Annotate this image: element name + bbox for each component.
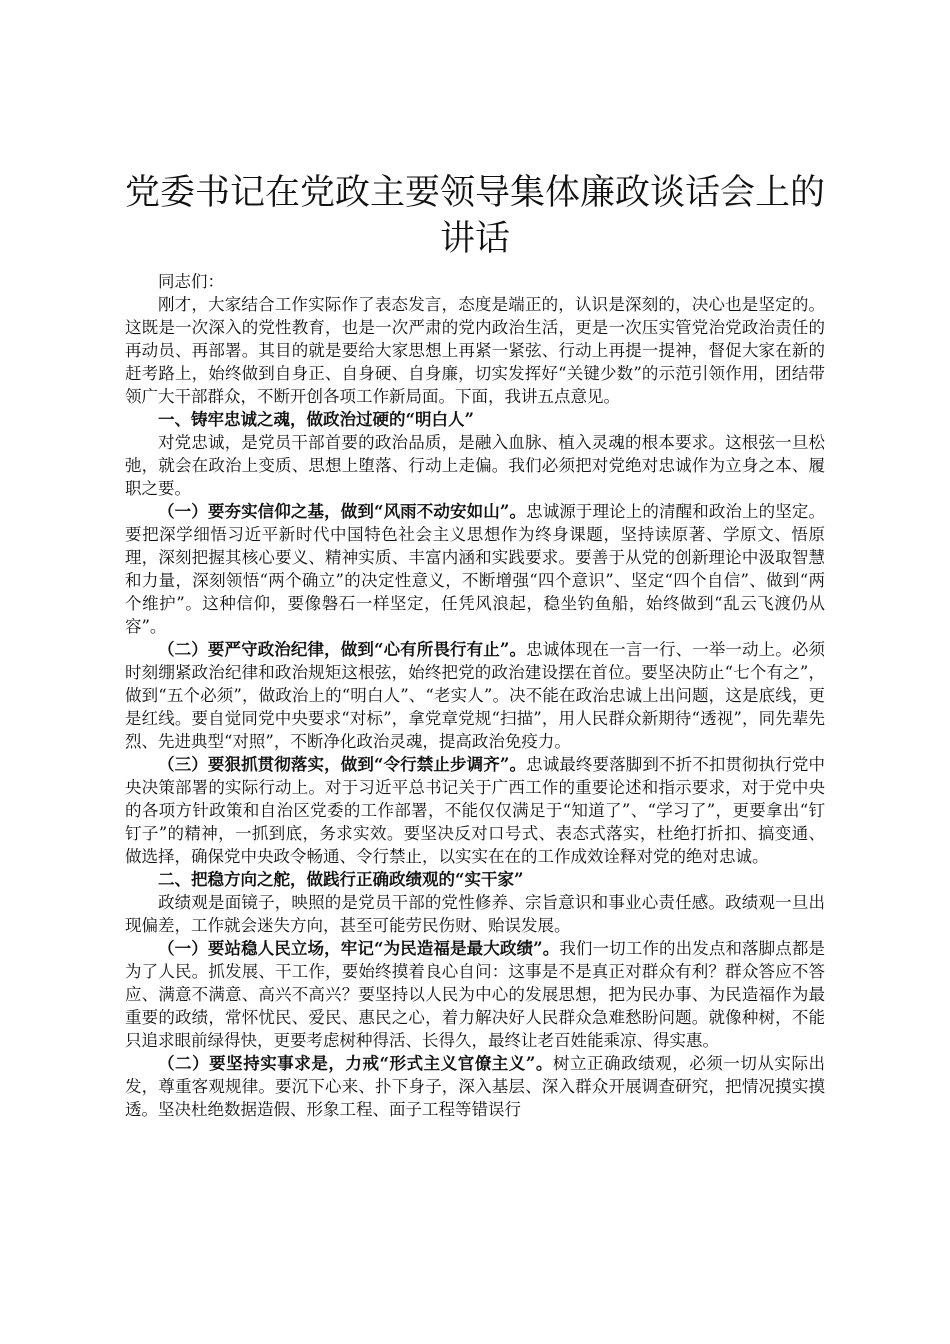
section-2-item-2-text: 树立正确政绩观，必须一切从实际出发，尊重客观规律。要沉下心来、扑下身子，深入基层、深入群众开展调查研究，把情况摸实摸透。坚决杜绝数据造假、形象工程、面子工程等错误行 <box>125 1054 826 1119</box>
section-1-item-3-text: 忠诚最终要落脚到不折不扣贯彻执行党中央决策部署的实际行动上。对于习近平总书记关于广西工作的重要论述和指示要求，对于党中央的各项方针政策和自治区党委的工作部署，不能仅仅满足于“知道了”、“学习了”，更要拿出“钉钉子”的精神，一抓到底，务求实效。要坚决反对口号式、表态式落实，杜绝打折扣、搞变通、做选择，确保党中央政令畅通、令行禁止，以实实在在的工作成效诠释对党的绝对忠诚。 <box>125 755 825 866</box>
section-2-body: 政绩观是面镜子，映照的是党员干部的党性修养、宗旨意识和事业心责任感。政绩观一旦出现偏差，工作就会迷失方向，甚至可能劳民伤财、贻误发展。 <box>125 893 825 935</box>
section-1-item-1 <box>125 500 825 638</box>
section-1-body: 对党忠诚，是党员干部首要的政治品质，是融入血脉、植入灵魂的根本要求。这根弦一旦松弛，就会在政治上变质、思想上堕落、行动上走偏。我们必须把对党绝对忠诚作为立身之本、履职之要。 <box>125 433 825 498</box>
document-page <box>125 170 825 1121</box>
section-2-item-1-lead: （一）要站稳人民立场，牢记“为民造福是最大政绩”。 <box>158 939 560 958</box>
section-2-item-2 <box>125 1052 825 1121</box>
section-1-item-3 <box>125 753 825 868</box>
section-2-item-2-lead: （二）要坚持实事求是，力戒“形式主义官僚主义”。 <box>158 1054 553 1073</box>
section-2-heading: 二、把稳方向之舵，做践行正确政绩观的“实干家” <box>158 870 524 889</box>
section-1-heading: 一、铸牢忠诚之魂，做政治过硬的“明白人” <box>158 410 474 429</box>
section-1-item-2 <box>125 638 825 753</box>
salutation: 同志们： <box>158 272 224 291</box>
section-1-item-1-lead: （一）要夯实信仰之基，做到“风雨不动安如山”。 <box>158 502 527 521</box>
section-1-item-2-text: 忠诚体现在一言一行、一举一动上。必须时刻绷紧政治纪律和政治规矩这根弦，始终把党的政治建设摆在首位。要坚决防止“七个有之”，做到“五个必须”，做政治上的“明白人”、“老实人”。决不能在政治忠诚上出问题，这是底线，更是红线。要自觉同党中央要求“对标”，拿党章党规“扫描”，用人民群众新期待“透视”，同先辈先烈、先进典型“对照”，不断净化政治灵魂，提高政治免疫力。 <box>125 640 825 751</box>
section-2-item-1-text: 我们一切工作的出发点和落脚点都是为了人民。抓发展、干工作，要始终摸着良心自问：这事是不是真正对群众有利？群众答应不答应、满意不满意、高兴不高兴？要坚持以人民为中心的发展思想，把为民办事、为民造福作为最重要的政绩，常怀忧民、爱民、惠民之心，着力解决好人民群众急难愁盼问题。就像种树，不能只追求眼前绿得快，更要考虑树种得活、长得久，最终让老百姓能乘凉、得实惠。 <box>125 939 826 1050</box>
document-title: 党委书记在党政主要领导集体廉政谈话会上的讲话 <box>125 173 826 259</box>
section-1-item-1-text: 忠诚源于理论上的清醒和政治上的坚定。要把深学细悟习近平新时代中国特色社会主义思想作为终身课题，坚持读原著、学原文、悟原理，深刻把握其核心要义、精神实质、丰富内涵和实践要求。要善于从党的创新理论中汲取智慧和力量，深刻领悟“两个确立”的决定性意义，不断增强“四个意识”、坚定“四个自信”、做到“两个维护”。这种信仰，要像磐石一样坚定，任凭风浪起，稳坐钓鱼船，始终做到“乱云飞渡仍从容”。 <box>125 502 825 636</box>
section-1-item-2-lead: （二）要严守政治纪律，做到“心有所畏行有止”。 <box>158 640 527 659</box>
intro-paragraph: 刚才，大家结合工作实际作了表态发言，态度是端正的，认识是深刻的，决心也是坚定的。这既是一次深入的党性教育，也是一次严肃的党内政治生活，更是一次压实管党治党政治责任的再动员、再部署。其目的就是要给大家思想上再紧一紧弦、行动上再提一提神，督促大家在新的赶考路上，始终做到自身正、自身硬、自身廉，切实发挥好“关键少数”的示范引领作用，团结带领广大干部群众，不断开创各项工作新局面。下面，我讲五点意见。 <box>125 295 825 406</box>
section-2-item-1 <box>125 937 825 1052</box>
section-1-item-3-lead: （三）要狠抓贯彻落实，做到“令行禁止步调齐”。 <box>158 755 527 774</box>
